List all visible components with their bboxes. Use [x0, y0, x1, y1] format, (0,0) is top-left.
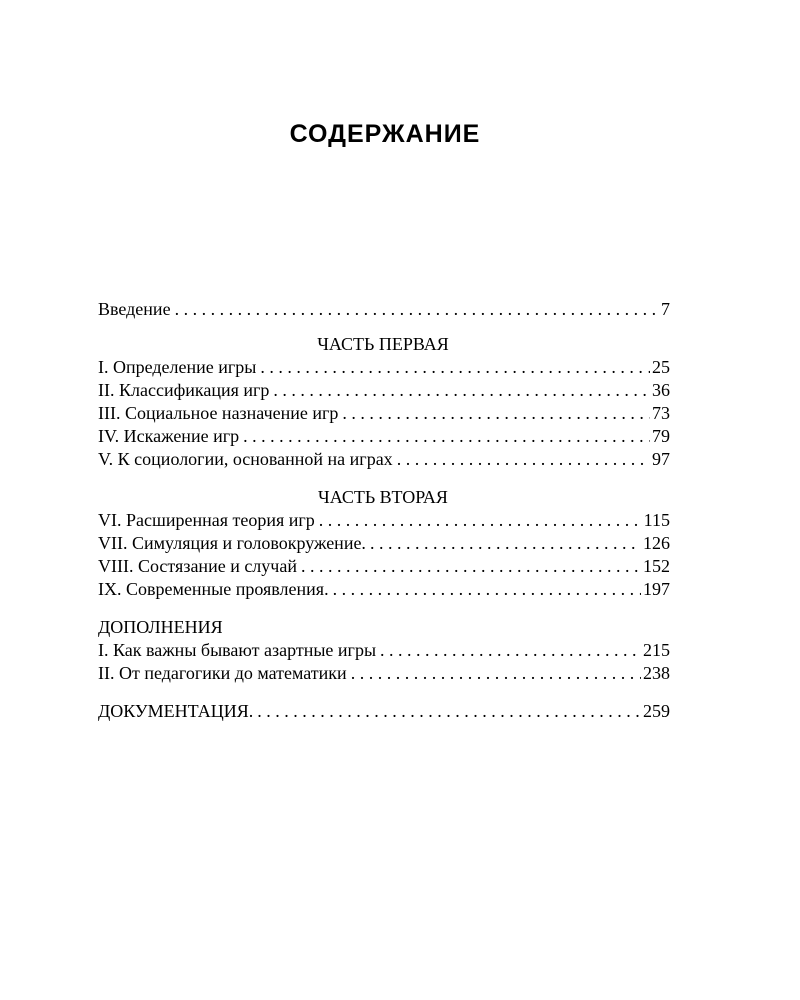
part-two-heading: ЧАСТЬ ВТОРАЯ [318, 487, 448, 507]
toc-entry-page: 25 [652, 357, 670, 377]
toc-entry-page: 97 [652, 449, 670, 469]
toc-entry[interactable] [98, 402, 670, 425]
toc-entry[interactable] [98, 425, 670, 448]
toc-entry-label: VI. Расширенная теория игр [98, 510, 315, 530]
toc-entry-label: V. К социологии, основанной на играх [98, 449, 393, 469]
dot-leader [319, 509, 642, 532]
toc-entry-page: 36 [652, 380, 670, 400]
toc-entry[interactable] [98, 532, 670, 555]
toc-entry-page: 7 [661, 299, 670, 319]
toc-entry[interactable] [98, 379, 670, 402]
toc-entry[interactable] [98, 639, 670, 662]
toc-entry-label: III. Социальное назначение игр [98, 403, 339, 423]
dot-leader [397, 448, 650, 471]
toc-entry-label: II. От педагогики до математики [98, 663, 347, 683]
toc-entry-label: I. Определение игры [98, 357, 257, 377]
toc-entry-label: IX. Современные проявления. [98, 579, 329, 599]
dot-leader [301, 555, 641, 578]
dot-leader [243, 425, 650, 448]
page-title: СОДЕРЖАНИЕ [289, 120, 481, 148]
dot-leader [257, 700, 641, 723]
toc-entry[interactable] [98, 509, 670, 532]
appendix-heading: ДОПОЛНЕНИЯ [98, 617, 223, 637]
toc-entry-label: VII. Симуляция и головокружение. [98, 533, 366, 553]
dot-leader [175, 298, 659, 321]
toc-entry-page: 79 [652, 426, 670, 446]
dot-leader [273, 379, 650, 402]
toc-entry[interactable] [98, 578, 670, 601]
toc-entry[interactable] [98, 555, 670, 578]
toc-entry-page: 152 [643, 556, 670, 576]
toc-entry-label: VIII. Состязание и случай [98, 556, 297, 576]
toc-entry-page: 238 [643, 663, 670, 683]
dot-leader [260, 356, 650, 379]
dot-leader [370, 532, 641, 555]
toc-entry-page: 259 [643, 701, 670, 721]
dot-leader [333, 578, 641, 601]
toc-entry-label: I. Как важны бывают азартные игры [98, 640, 377, 660]
toc-entry[interactable] [98, 662, 670, 685]
toc-entry[interactable] [98, 448, 670, 471]
toc-entry-page: 115 [643, 510, 670, 530]
toc-entry-documentation[interactable] [98, 700, 670, 723]
toc-entry-page: 73 [652, 403, 670, 423]
toc-entry-page: 197 [643, 579, 670, 599]
dot-leader [342, 402, 650, 425]
toc-entry-page: 215 [643, 640, 670, 660]
part-one-heading: ЧАСТЬ ПЕРВАЯ [317, 334, 449, 354]
toc-entry-intro[interactable] [98, 298, 670, 321]
table-of-contents [98, 298, 670, 723]
toc-entry-label: IV. Искажение игр [98, 426, 240, 446]
toc-entry-label: II. Классификация игр [98, 380, 270, 400]
toc-entry-label: ДОКУМЕНТАЦИЯ. [98, 701, 254, 721]
toc-entry[interactable] [98, 356, 670, 379]
dot-leader [351, 662, 641, 685]
toc-entry-label: Введение [98, 299, 171, 319]
dot-leader [380, 639, 641, 662]
toc-entry-page: 126 [643, 533, 670, 553]
